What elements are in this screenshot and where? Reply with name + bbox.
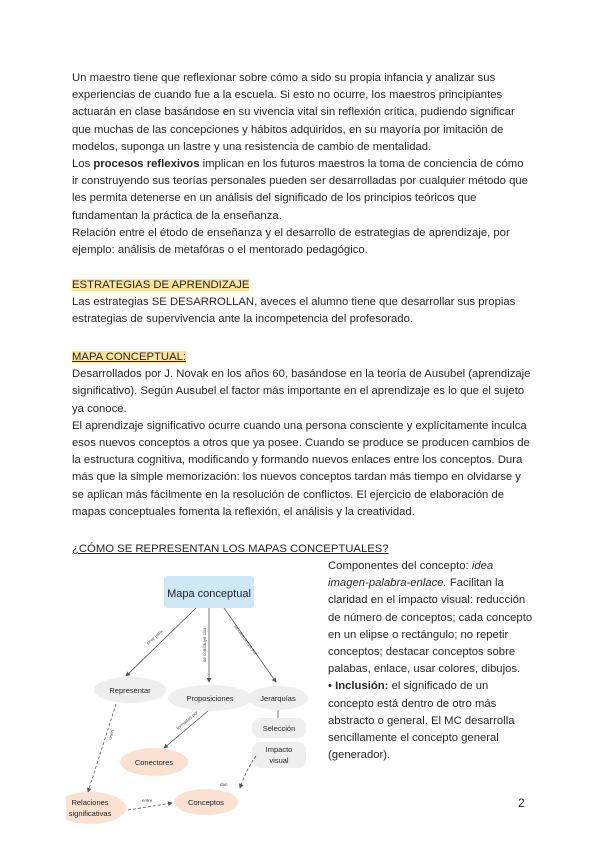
edge-label-entre: entre (142, 798, 153, 803)
svg-text:Impacto: Impacto (265, 745, 293, 754)
componentes-paragraph: Componentes del concepto: idea imagen-palabra-enlace. Facilitan la claridad en el impacto visual: reducción de número de conceptos; cada concepto en un elipse o rectángulo; no repetir conceptos; destacar conceptos sobre palabas, enlace, usar colores, dibujos. (328, 560, 533, 676)
edge-label-unen: unen (107, 729, 116, 741)
edge-label-se-caracteriza-por: se caracteriza por (233, 623, 259, 656)
intro-paragraph-3: Relación entre el étodo de enseñanza y el desarrollo de estrategias de aprendizaje, por ejemplo: análisis de metafóras o el mentorado pedagógico. (72, 226, 510, 257)
intro-paragraph-2: Los procesos reflexivos implican en los futuros maestros la toma de conciencia de cómo ir construyendo sus teorías personales pueden ser desarrolladas por cualquier método que les permita detenerse en un análisis del significado de los principios teóricos que fundamentan la práctica de la enseñanza. (72, 158, 528, 222)
svg-text:Relaciones: Relaciones (71, 798, 109, 807)
edge-label-sirve-para: sirve para (145, 628, 164, 646)
svg-text:Conceptos: Conceptos (188, 798, 224, 807)
svg-text:significativas: significativas (68, 809, 112, 818)
estrategias-text: Las estrategias SE DESARROLLAN, aveces el alumno tiene que desarrollar sus propias estrategias de supervivencia ante la incompetencia del profesorado. (72, 296, 516, 326)
estrategias-section (72, 277, 532, 329)
edge-label-formadas-por: formadas por (175, 709, 199, 731)
page-number: 2 (518, 796, 525, 810)
concept-map-diagram (66, 570, 326, 828)
mapa-paragraph-2: El aprendizaje significativo ocurre cuando una persona consciente y explícitamente inculca esos nuevos conceptos a otros que ya posee. Cuando se produce se producen cambios de la estructura cognitiva, modificando y formando nuevos enlaces entre los conceptos. Dura más que la simple memorización: los nuevos conceptos tardan más tiempo en olvidarse y se aplican más fácilmente en la resolución de conflictos. El ejercicio de elaboración de mapas conceptuales fomenta la reflexión, el análisis y la creatividad. (72, 419, 530, 518)
svg-text:Representar: Representar (109, 686, 151, 695)
componentes-italic: idea imagen-palabra-enlace. (328, 560, 494, 590)
mapa-heading: MAPA CONCEPTUAL: (72, 351, 187, 363)
svg-text:Conectores: Conectores (134, 758, 174, 767)
mapa-section (72, 349, 532, 521)
estrategias-heading: ESTRATEGIAS DE APRENDIZAJE (72, 279, 250, 291)
svg-text:Jerarquías: Jerarquías (260, 694, 296, 703)
componentes-section (328, 558, 534, 764)
diagram-title: Mapa conceptual (167, 588, 251, 600)
mapa-paragraph-1: Desarrollados por J. Novak en los años 60, basándose en la teoría de Ausubel (aprendizaje significativo). Según Ausubel el factor más importante en el aprendizaje es lo que el sujeto ya conoce. (72, 368, 531, 415)
intro-paragraph-1: Un maestro tiene que reflexionar sobre cómo a sido su propia infancia y analizar sus experiencias de cuando fue a la escuela. Si esto no ocurre, los maestros principiantes actuarán en clase basándose en su vivencia vital sin reflexión crítica, pudiendo significar que muchas de las concepciones y hábitos adquiridos, en su mayoría por imitación de modelos, suponga un lastre y una resistencia de cambio de mentalidad. (72, 72, 515, 153)
edge-label-dan: dan (220, 782, 228, 787)
procesos-reflexivos-term: procesos reflexivos (93, 158, 200, 171)
representan-heading: ¿CÓMO SE REPRESENTAN LOS MAPAS CONCEPTUALES? (72, 543, 389, 555)
inclusion-paragraph: • Inclusión: el significado de un concepto está dentro de otro más abstracto o general. El MC desarrolla sencillamente el concepto general (generador). (328, 680, 515, 762)
svg-text:visual: visual (269, 756, 289, 765)
svg-text:Proposiciones: Proposiciones (186, 694, 234, 703)
intro-section (72, 70, 532, 259)
svg-text:Selección: Selección (262, 724, 296, 733)
inclusion-term: Inclusión: (335, 680, 389, 693)
node-relaciones-significativas (66, 792, 126, 824)
representan-section (72, 541, 532, 558)
edge-label-se-construye-con: se construye con (202, 627, 207, 662)
